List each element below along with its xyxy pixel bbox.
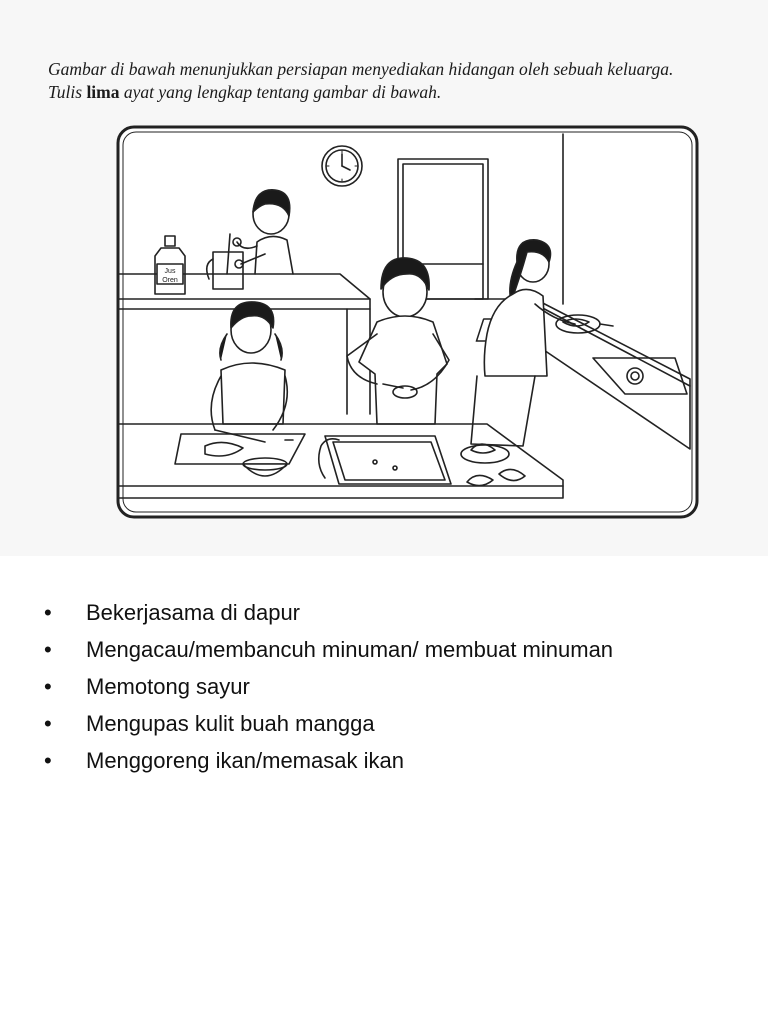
list-item — [44, 672, 613, 709]
answer-list — [44, 598, 613, 783]
answer-text: Mengupas kulit buah mangga — [86, 711, 375, 736]
bullet-dot: • — [44, 637, 52, 662]
bullet-dot: • — [44, 674, 52, 699]
wall-clock-icon — [322, 146, 362, 186]
instruction-line-2 — [48, 81, 728, 104]
list-item — [44, 598, 613, 635]
instruction-line-2-start: Tulis — [48, 82, 83, 102]
answer-text: Memotong sayur — [86, 674, 250, 699]
bottle-label-line-2: Oren — [162, 277, 178, 284]
answer-text: Bekerjasama di dapur — [86, 600, 301, 625]
worksheet-instructions — [48, 58, 728, 104]
kitchen-scene-illustration — [115, 124, 700, 520]
bottle-label-line-1: Jus — [164, 268, 176, 275]
answer-text: Menggoreng ikan/memasak ikan — [86, 748, 404, 773]
bullet-dot: • — [44, 711, 52, 736]
list-item — [44, 709, 613, 746]
instruction-line-1: Gambar di bawah menunjukkan persiapan menyediakan hidangan oleh sebuah keluarga. — [48, 59, 674, 79]
bullet-dot: • — [44, 600, 52, 625]
answer-text: Mengacau/membancuh minuman/ membuat minuman — [86, 637, 614, 662]
bullet-dot: • — [44, 748, 52, 773]
instruction-line-2-end: ayat yang lengkap tentang gambar di bawah. — [123, 82, 442, 102]
instruction-bold-word: lima — [86, 82, 120, 102]
list-item — [44, 635, 613, 672]
list-item — [44, 746, 613, 783]
